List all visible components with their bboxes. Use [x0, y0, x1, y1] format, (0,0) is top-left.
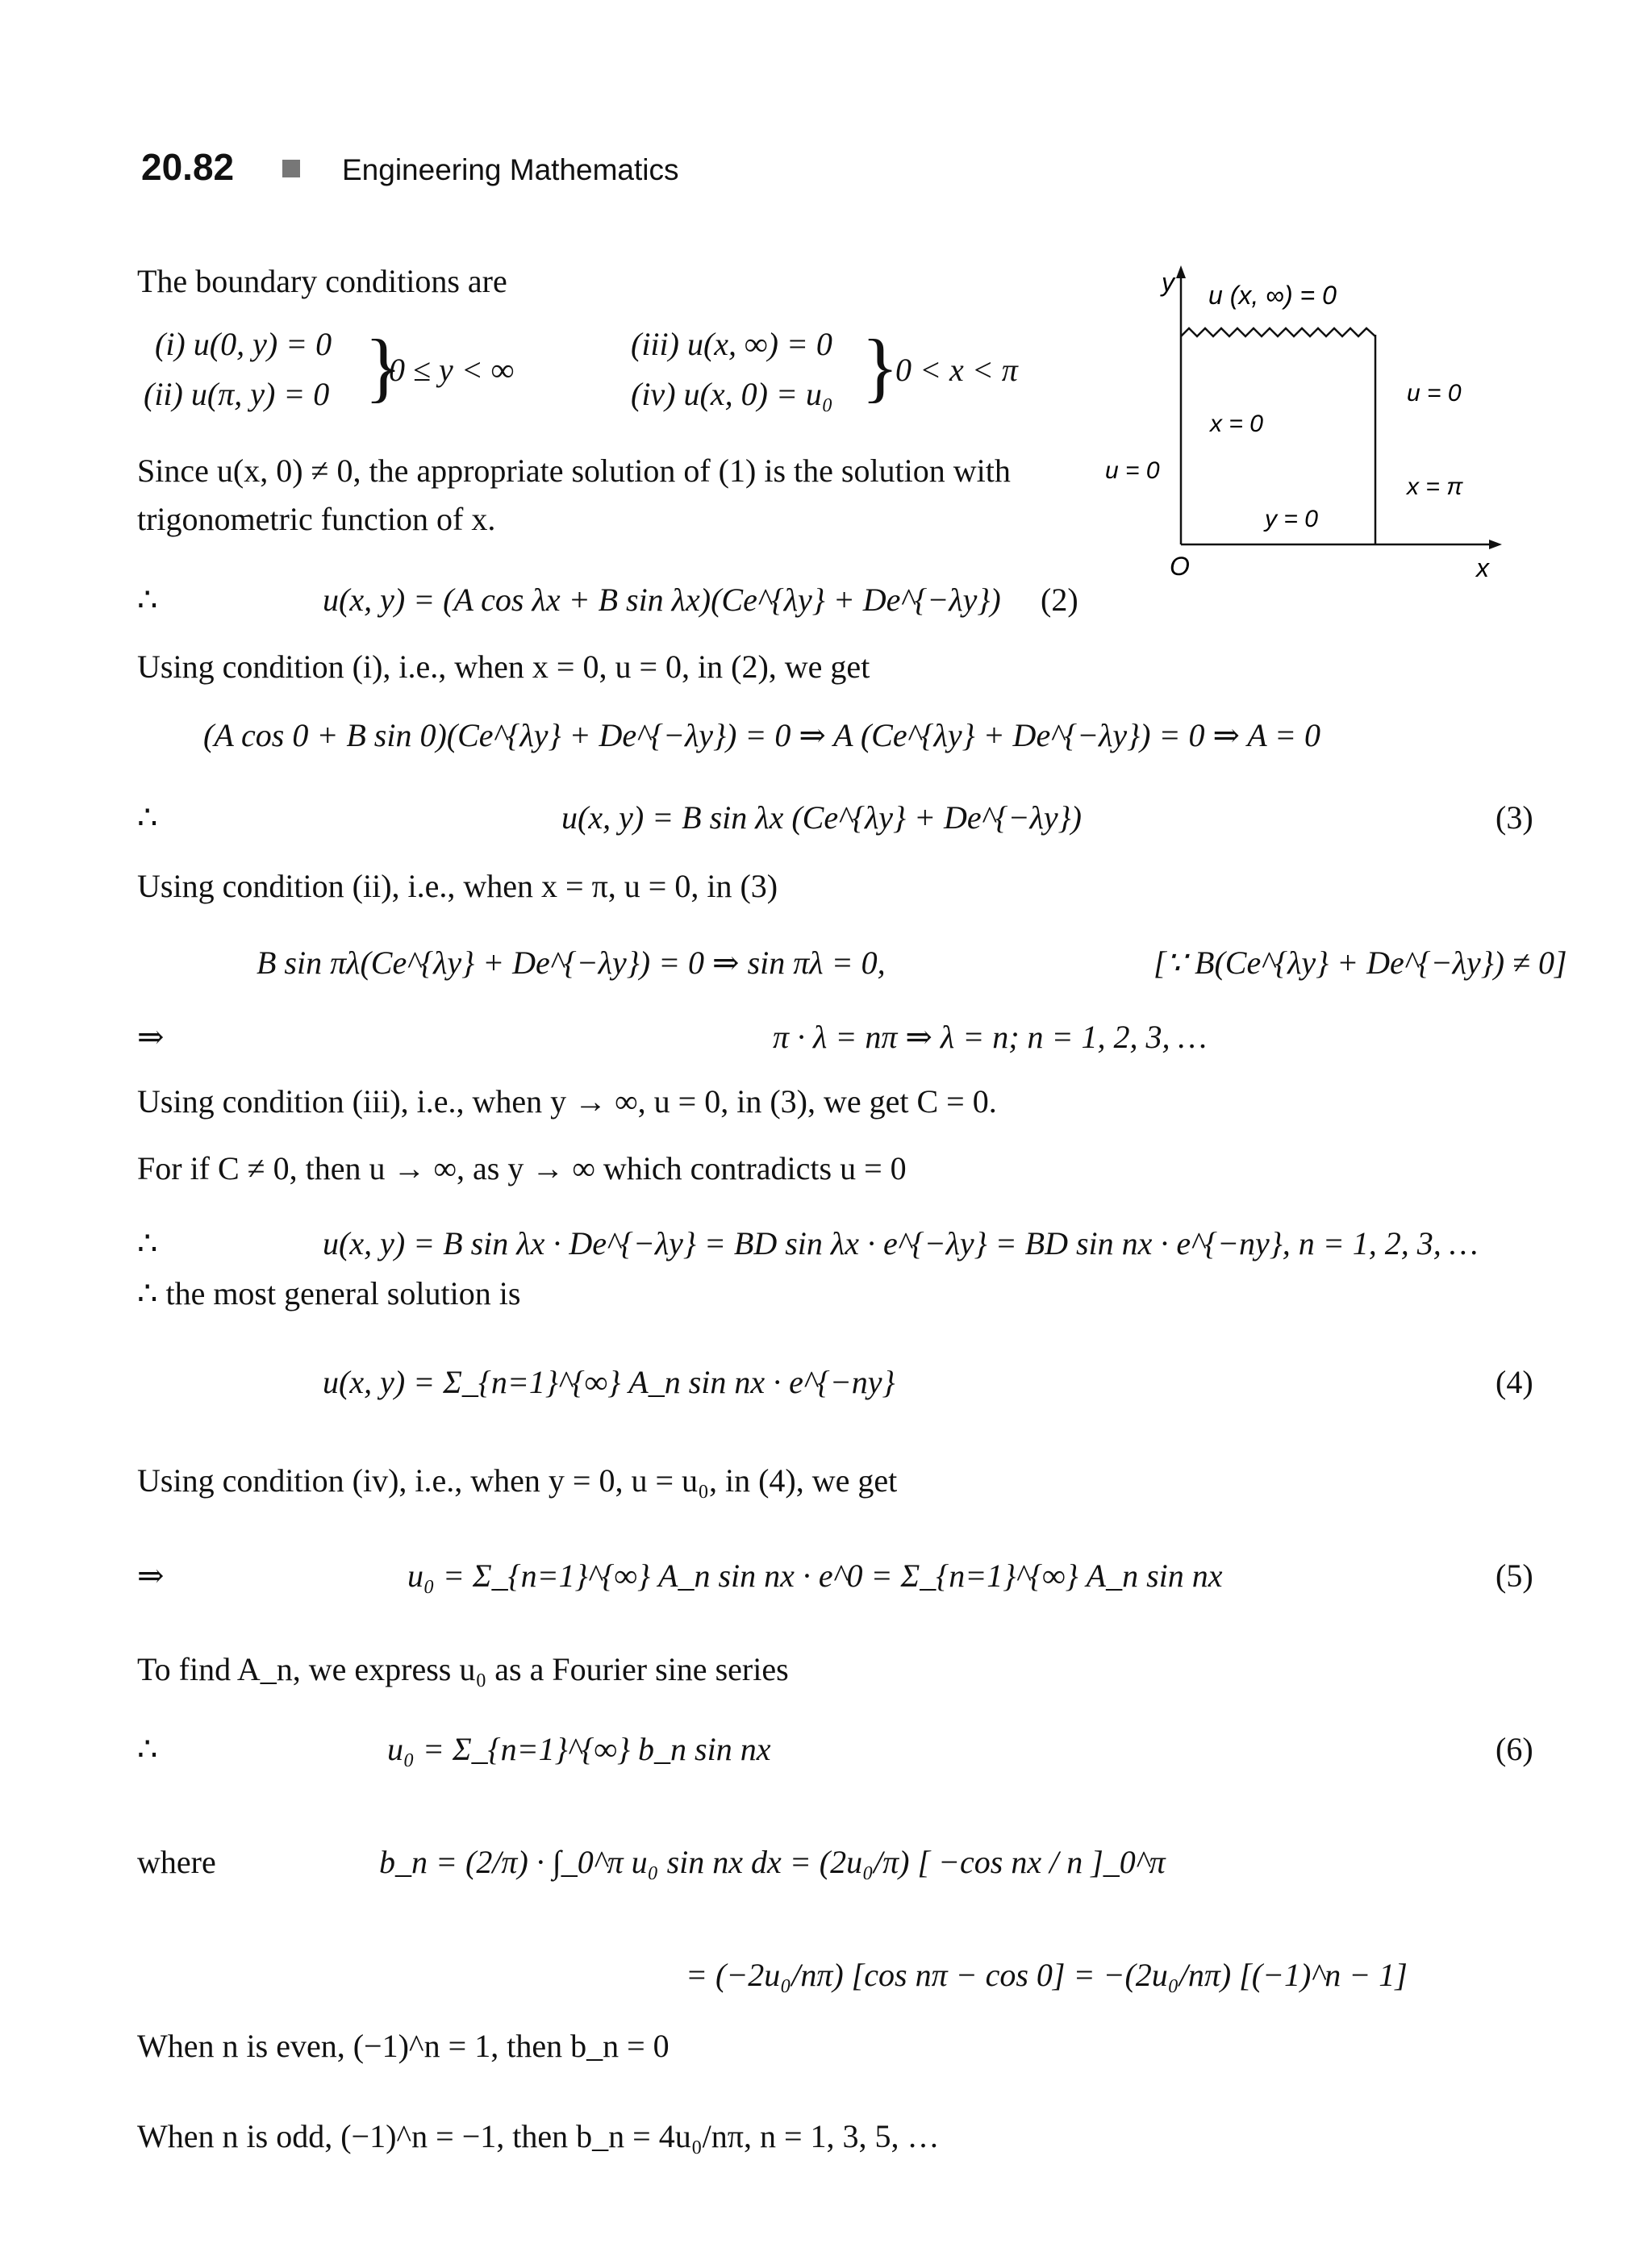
text-line: Using condition (iii), i.e., when y → ∞, u = 0, in (3), we get C = 0.: [137, 1083, 997, 1120]
equation-line: π · λ = nπ ⇒ λ = n; n = 1, 2, 3, …: [773, 1019, 1208, 1055]
equation-line: = (−2u₀/nπ) [cos nπ − cos 0] = −(2u₀/nπ) [(−1)^n − 1]: [686, 1957, 1408, 1993]
y-axis-label: y: [1162, 268, 1174, 297]
left-outside-label: u = 0: [1105, 457, 1160, 484]
equation-2: u(x, y) = (A cos λx + B sin λx)(Ce^{λy} + De^{−λy}): [323, 582, 1001, 618]
right-outside-label: u = 0: [1407, 380, 1462, 407]
header-square-icon: [282, 160, 300, 177]
therefore-symbol: ∴: [137, 582, 158, 618]
right-inside-label: x = π: [1407, 473, 1463, 500]
equation-line: b_n = (2/π) · ∫_0^π u₀ sin nx dx = (2u₀/π) [ −cos nx / n ]_0^π: [379, 1844, 1166, 1880]
left-inside-label: x = 0: [1210, 411, 1263, 437]
equation-number: (4): [1496, 1364, 1533, 1400]
text-line: Using condition (i), i.e., when x = 0, u = 0, in (2), we get: [137, 648, 870, 685]
equation-6: u₀ = Σ_{n=1}^{∞} b_n sin nx: [387, 1731, 771, 1767]
bottom-inside-label: y = 0: [1265, 506, 1318, 532]
range-y: 0 ≤ y < ∞: [389, 352, 515, 388]
running-head: Engineering Mathematics: [342, 153, 679, 186]
equation-number: (5): [1496, 1558, 1533, 1594]
equation-number: (6): [1496, 1731, 1533, 1767]
equation-line: B sin πλ(Ce^{λy} + De^{−λy}) = 0 ⇒ sin πλ = 0,: [257, 945, 886, 981]
text-line: When n is even, (−1)^n = 1, then b_n = 0: [137, 2028, 670, 2064]
equation-number: (3): [1496, 799, 1533, 836]
text-line: ∴ the most general solution is: [137, 1275, 521, 1311]
condition-ii: (ii) u(π, y) = 0: [144, 376, 330, 412]
page-number: 20.82: [141, 146, 235, 188]
brace-icon: }: [365, 323, 403, 410]
implies-symbol: ⇒: [137, 1558, 165, 1594]
origin-label: O: [1170, 552, 1190, 581]
condition-i: (i) u(0, y) = 0: [155, 326, 332, 362]
therefore-symbol: ∴: [137, 799, 158, 836]
therefore-symbol: ∴: [137, 1225, 158, 1261]
text-line: Since u(x, 0) ≠ 0, the appropriate solution of (1) is the solution with: [137, 452, 1011, 489]
boundary-figure: [1105, 262, 1508, 585]
equation-4: u(x, y) = Σ_{n=1}^{∞} A_n sin nx · e^{−ny}: [323, 1364, 895, 1400]
range-x: 0 < x < π: [895, 352, 1018, 388]
implies-symbol: ⇒: [137, 1019, 165, 1055]
equation-5: u₀ = Σ_{n=1}^{∞} A_n sin nx · e^0 = Σ_{n=1}^{∞} A_n sin nx: [407, 1558, 1223, 1594]
top-boundary-label: u (x, ∞) = 0: [1208, 281, 1337, 310]
bracket-note: [∵ B(Ce^{λy} + De^{−λy}) ≠ 0]: [1153, 945, 1567, 981]
text-line: trigonometric function of x.: [137, 501, 496, 537]
text-line: Using condition (iv), i.e., when y = 0, u = u₀, in (4), we get: [137, 1462, 898, 1499]
equation-line: u(x, y) = B sin λx · De^{−λy} = BD sin λx · e^{−λy} = BD sin nx · e^{−ny}, n = 1, 2, 3, …: [323, 1225, 1479, 1261]
x-axis-label: x: [1476, 553, 1489, 582]
text-line: To find A_n, we express u₀ as a Fourier sine series: [137, 1651, 789, 1687]
text-line: When n is odd, (−1)^n = −1, then b_n = 4u₀/nπ, n = 1, 3, 5, …: [137, 2118, 940, 2154]
text-line: Using condition (ii), i.e., when x = π, u = 0, in (3): [137, 868, 778, 904]
text-line: For if C ≠ 0, then u → ∞, as y → ∞ which contradicts u = 0: [137, 1150, 907, 1186]
text-line: The boundary conditions are: [137, 263, 507, 299]
therefore-symbol: ∴: [137, 1731, 158, 1767]
brace-icon: }: [861, 323, 899, 410]
text-line: where: [137, 1844, 216, 1880]
equation-3: u(x, y) = B sin λx (Ce^{λy} + De^{−λy}): [561, 799, 1082, 836]
condition-iv: (iv) u(x, 0) = u₀: [631, 376, 833, 412]
condition-iii: (iii) u(x, ∞) = 0: [631, 326, 832, 362]
equation-line: (A cos 0 + B sin 0)(Ce^{λy} + De^{−λy}) = 0 ⇒ A (Ce^{λy} + De^{−λy}) = 0 ⇒ A = 0: [203, 717, 1320, 753]
equation-number: (2): [1041, 582, 1078, 618]
